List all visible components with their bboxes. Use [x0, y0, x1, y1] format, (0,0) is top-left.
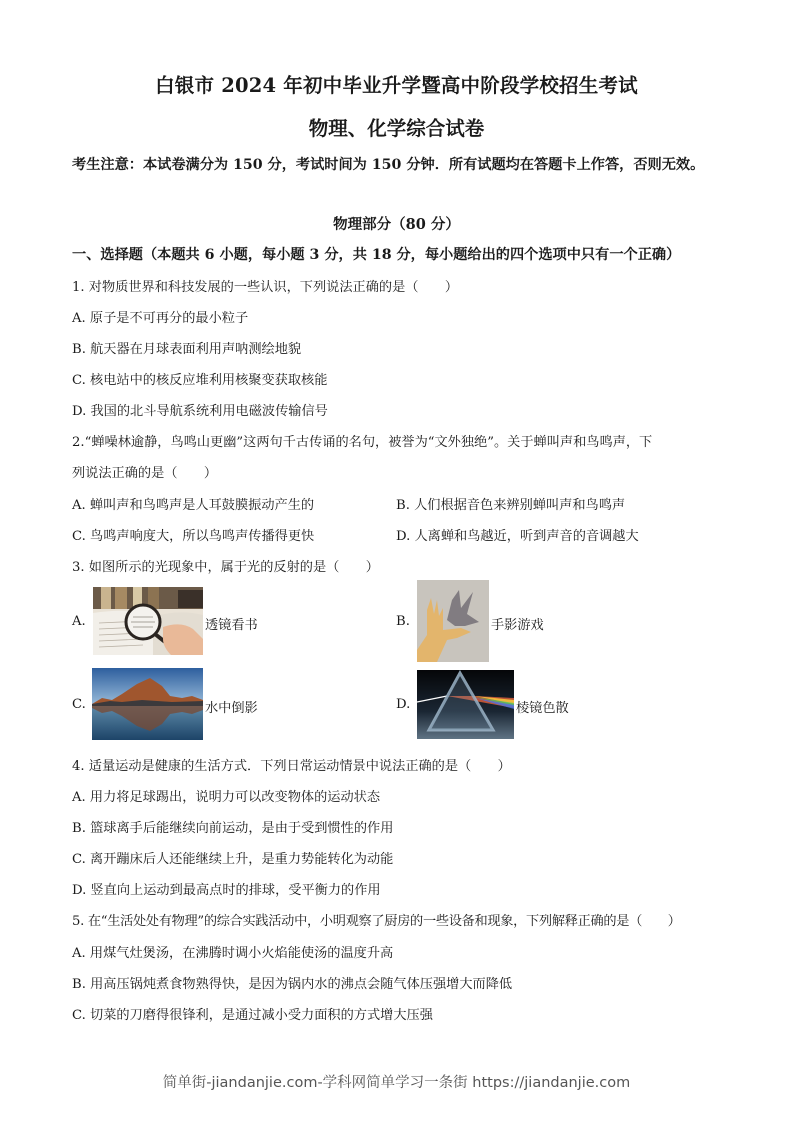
question-1-stem: 1. 对物质世界和科技发展的一些认识，下列说法正确的是（ ） — [72, 280, 459, 295]
exam-notice: 考生注意：本试卷满分为 150 分，考试时间为 150 分钟．所有试题均在答题卡上作答，否则无效。 — [72, 157, 705, 173]
question-4-option-a: A. 用力将足球踢出，说明力可以改变物体的运动状态 — [72, 790, 381, 805]
question-5-stem: 5. 在“生活处处有物理”的综合实践活动中，小明观察了厨房的一些设备和现象，下列解释正确的是（ ） — [72, 914, 681, 929]
question-3-option-b-caption: 手影游戏 — [491, 618, 544, 633]
question-4-option-d: D. 竖直向上运动到最高点时的排球，受平衡力的作用 — [72, 883, 381, 898]
question-3-option-a-letter: A. — [72, 614, 86, 629]
exam-title: 白银市 2024 年初中毕业升学暨高中阶段学校招生考试 — [155, 74, 638, 97]
magnifying-glass-reading-photo — [93, 587, 203, 655]
question-4-option-b: B. 篮球离手后能继续向前运动，是由于受到惯性的作用 — [72, 821, 394, 836]
footer-watermark: 简单街-jiandanjie.com-学科网简单学习一条街 https://jiandanjie.com — [162, 1075, 631, 1091]
question-2-option-b: B. 人们根据音色来辨别蝉叫声和鸟鸣声 — [396, 498, 626, 513]
question-1-option-c: C. 核电站中的核反应堆利用核聚变获取核能 — [72, 373, 328, 388]
hand-shadow-photo — [417, 580, 489, 662]
question-3-option-a-caption: 透镜看书 — [205, 618, 258, 633]
question-2-stem-line2: 列说法正确的是（ ） — [72, 466, 218, 481]
question-5-option-b: B. 用高压锅炖煮食物熟得快，是因为锅内水的沸点会随气体压强增大而降低 — [72, 977, 513, 992]
mountain-lake-reflection-photo — [92, 668, 203, 740]
question-2-stem-line1: 2.“蝉噪林逾静，鸟鸣山更幽”这两句千古传诵的名句，被誉为“文外独绝”。关于蝉叫声和鸟鸣声，下 — [72, 435, 653, 450]
part-title: 一、选择题（本题共 6 小题，每小题 3 分，共 18 分，每小题给出的四个选项中只有一个正确） — [72, 247, 681, 263]
question-4-option-c: C. 离开蹦床后人还能继续上升，是重力势能转化为动能 — [72, 852, 394, 867]
question-5-option-c: C. 切菜的刀磨得很锋利，是通过减小受力面积的方式增大压强 — [72, 1008, 433, 1023]
question-3-option-b-letter: B. — [396, 614, 410, 629]
question-2-option-c: C. 鸟鸣声响度大，所以鸟鸣声传播得更快 — [72, 529, 315, 544]
question-2-option-d: D. 人离蝉和鸟越近，听到声音的音调越大 — [396, 529, 639, 544]
question-1-option-b: B. 航天器在月球表面利用声呐测绘地貌 — [72, 342, 302, 357]
question-1-option-d: D. 我国的北斗导航系统利用电磁波传输信号 — [72, 404, 328, 419]
question-3-stem: 3. 如图所示的光现象中，属于光的反射的是（ ） — [72, 560, 379, 575]
question-3-option-c-letter: C. — [72, 697, 86, 712]
question-5-option-a: A. 用煤气灶煲汤，在沸腾时调小火焰能使汤的温度升高 — [72, 946, 394, 961]
question-1-option-a: A. 原子是不可再分的最小粒子 — [72, 311, 249, 326]
question-3-option-d-caption: 棱镜色散 — [516, 701, 569, 716]
prism-dispersion-photo — [417, 670, 514, 739]
question-3-option-d-letter: D. — [396, 697, 411, 712]
section-title: 物理部分（80 分） — [333, 216, 460, 233]
question-2-option-a: A. 蝉叫声和鸟鸣声是人耳鼓膜振动产生的 — [72, 498, 315, 513]
question-3-option-c-caption: 水中倒影 — [205, 701, 258, 716]
question-4-stem: 4. 适量运动是健康的生活方式．下列日常运动情景中说法正确的是（ ） — [72, 759, 511, 774]
exam-subtitle: 物理、化学综合试卷 — [308, 117, 485, 140]
